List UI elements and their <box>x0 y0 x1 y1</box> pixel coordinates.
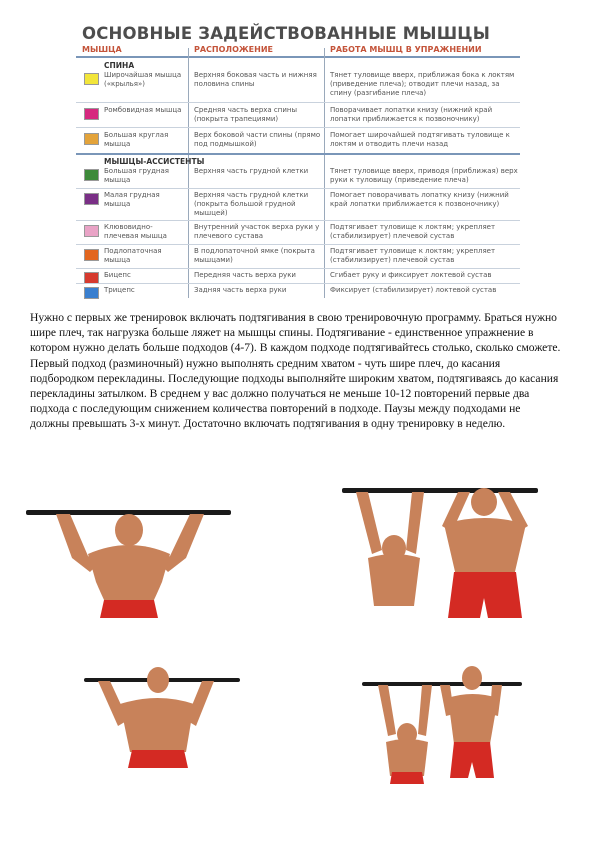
color-swatch <box>84 108 99 120</box>
torso <box>444 518 526 576</box>
muscle-work: Фиксирует (стабилизирует) локтевой сустав <box>330 286 497 294</box>
muscle-name: Малая грудная мышца <box>104 191 160 208</box>
muscle-work: Тянет туловище вверх, приводя (приближая) верх руки к туловищу (приведение плеча) <box>330 167 518 184</box>
muscle-name: Подлопаточная мышца <box>104 247 162 264</box>
left-arm <box>356 492 382 554</box>
color-swatch <box>84 249 99 261</box>
table-title: ОСНОВНЫЕ ЗАДЕЙСТВОВАННЫЕ МЫШЦЫ <box>82 24 491 43</box>
color-swatch <box>84 133 99 145</box>
torso <box>386 739 428 776</box>
row-divider <box>76 102 520 103</box>
head <box>115 514 143 546</box>
column-divider <box>188 48 189 298</box>
color-swatch <box>84 73 99 85</box>
muscle-location: Верхняя часть грудной клетки <box>194 167 309 175</box>
torso <box>120 698 194 752</box>
muscle-work: Подтягивает туловище к локтям; укрепляет (стабилизирует) плечевой сустав <box>330 223 496 240</box>
pullup-sequence-back-illustration <box>338 480 548 622</box>
muscle-work: Поворачивает лопатки книзу (нижний край лопатки приближается к позвоночнику) <box>330 106 493 123</box>
color-swatch <box>84 225 99 237</box>
medium-grip-pullup-front-illustration <box>84 664 244 768</box>
muscle-work: Тянет туловище вверх, приближая бока к локтям (приведение плеча); отводит плечи назад, за спину (разгибание плеча) <box>330 71 515 97</box>
color-swatch <box>84 287 99 299</box>
row-divider <box>76 283 520 284</box>
torso <box>368 554 420 606</box>
muscle-location: Верхняя боковая часть и нижняя половина спины <box>194 71 317 88</box>
header-divider <box>76 56 520 58</box>
right-arm <box>406 492 424 554</box>
athlete-figure <box>26 500 236 618</box>
athlete-figure <box>338 480 548 622</box>
shorts <box>448 572 522 618</box>
body-paragraph: Нужно с первых же тренировок включать подтягивания в свою тренировочную программу. Браться нужно шире плеч, так нагрузка больше ляжет на мышцы спины. Подтягивание - единственное упражнение в котором нужно делать больше подходов (4-7). В каждом подходе подтягивайтесь столько, сколько сможете. Первый подход (разминочный) нужно выполнять средним хватом - чуть шире плеч, до касания подбородком перекладины. Последующие подходы выполняйте широким хватом, подтягиваясь до касания перекладины затылком. В среднем у вас должно получаться не меньше 10-12 повторений первые два подхода с последующим снижением количества повторений в подходе. Паузы между подходами не должны превышать 3-х минут. Достаточно включать подтягивания в одну тренировку в неделю. <box>30 311 561 431</box>
shorts <box>128 750 188 768</box>
muscle-name: Большая грудная мышца <box>104 167 169 184</box>
muscle-work: Подтягивает туловище к локтям; укрепляет (стабилизирует) плечевой сустав <box>330 247 496 264</box>
muscle-location: Верхняя часть грудной клетки (покрыта большой грудной мышцей) <box>194 191 309 217</box>
torso <box>88 545 170 604</box>
wide-grip-pullup-front-illustration <box>26 500 236 618</box>
muscle-location: В подлопаточной ямке (покрыта мышцами) <box>194 247 315 264</box>
row-divider <box>76 244 520 245</box>
muscle-name: Ромбовидная мышца <box>104 106 182 114</box>
muscle-location: Верх боковой части спины (прямо под подмышкой) <box>194 131 321 148</box>
header-muscle: МЫШЦА <box>82 45 122 54</box>
narrow-grip-pullup-sequence-illustration <box>360 664 524 784</box>
section-divider <box>76 153 520 155</box>
torso <box>448 694 498 744</box>
muscle-location: Задняя часть верха руки <box>194 286 287 294</box>
shorts <box>450 742 494 778</box>
athlete-figure <box>360 664 524 784</box>
header-location: РАСПОЛОЖЕНИЕ <box>194 45 273 54</box>
head <box>147 667 169 693</box>
muscle-location: Передняя часть верха руки <box>194 271 296 279</box>
right-arm <box>418 685 432 736</box>
shorts <box>100 600 158 618</box>
muscle-location: Внутренний участок верха руки у плечевого сустава <box>194 223 320 240</box>
column-divider <box>324 48 325 298</box>
muscle-name: Трицепс <box>104 286 135 294</box>
head <box>462 666 482 690</box>
muscle-work: Помогает поворачивать лопатку книзу (нижний край лопатки приближается к позвоночнику) <box>330 191 509 208</box>
row-divider <box>76 268 520 269</box>
muscle-name: Бицепс <box>104 271 131 279</box>
muscle-table <box>70 10 520 300</box>
row-divider <box>76 188 520 189</box>
muscle-name: Большая круглая мышца <box>104 131 169 148</box>
section-title-assistants: МЫШЦЫ-АССИСТЕНТЫ <box>104 157 205 166</box>
muscle-work: Помогает широчайшей подтягивать туловище к локтям и отводить плечи назад <box>330 131 510 148</box>
left-arm <box>378 685 396 736</box>
muscle-location: Средняя часть верха спины (покрыта трапециями) <box>194 106 298 123</box>
shorts <box>390 772 424 784</box>
row-divider <box>76 220 520 221</box>
color-swatch <box>84 169 99 181</box>
section-title-back: СПИНА <box>104 61 135 70</box>
head <box>471 488 497 516</box>
muscle-work: Сгибает руку и фиксирует локтевой сустав <box>330 271 492 279</box>
muscle-name: Клювовидно-плечевая мышца <box>104 223 167 240</box>
row-divider <box>76 127 520 128</box>
header-work: РАБОТА МЫШЦ В УПРАЖНЕНИИ <box>330 45 482 54</box>
athlete-figure <box>84 664 244 768</box>
muscle-name: Широчайшая мышца («крылья») <box>104 71 182 88</box>
color-swatch <box>84 193 99 205</box>
